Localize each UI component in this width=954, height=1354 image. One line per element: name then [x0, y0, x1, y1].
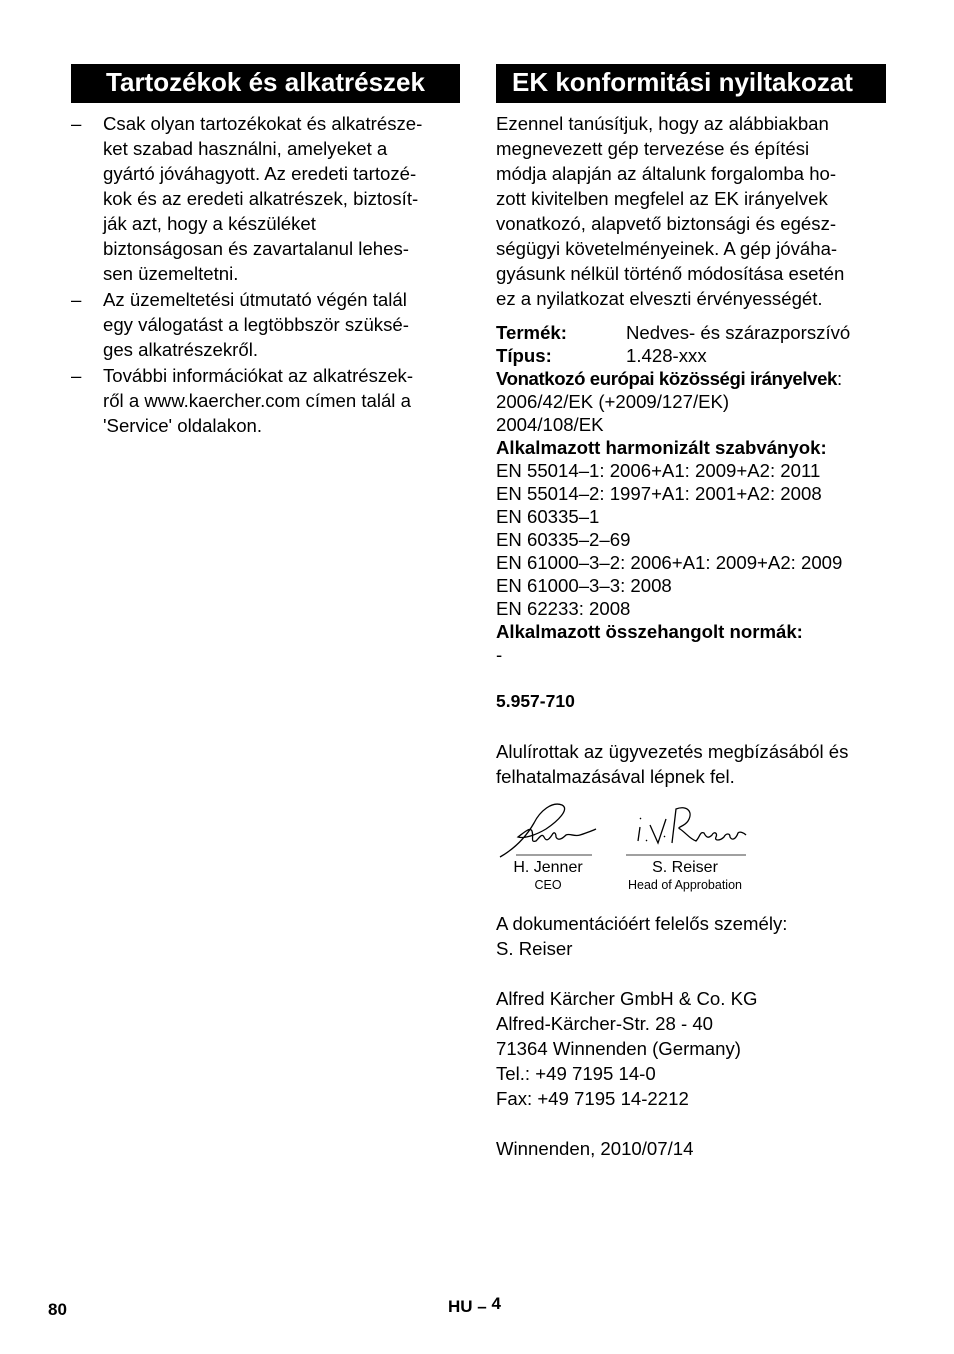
dash-bullet: –	[71, 365, 82, 386]
standard-item: EN 62233: 2008	[496, 598, 631, 619]
directives-heading: Vonatkozó európai közösségi irányelvek:	[496, 368, 843, 389]
conformity-heading: EK konformitási nyiltakozat	[496, 64, 886, 103]
conformity-section	[496, 64, 886, 1161]
list-item: – További információkat az alkatrészek- ről a www.kaercher.com címen talál a 'Service' oldalakon.	[71, 365, 414, 436]
dash-bullet: –	[71, 289, 82, 310]
signatures	[496, 797, 886, 897]
signature-jenner	[496, 797, 600, 893]
norms-heading: Alkalmazott összehangolt normák:	[496, 621, 803, 642]
product-value: Nedves- és szárazporszívó	[626, 322, 851, 343]
accessories-section	[71, 64, 460, 439]
signatory-role: CEO	[534, 878, 562, 892]
responsible-name: S. Reiser	[496, 938, 573, 959]
signatory-name: S. Reiser	[652, 859, 718, 876]
company-address: Alfred Kärcher GmbH & Co. KG Alfred-Kärcher-Str. 28 - 40 71364 Winnenden (Germany) Tel.: +49 7195 14-0 Fax: +49 7195 14-2212	[496, 988, 758, 1109]
handwritten-signature-icon	[620, 797, 750, 859]
responsible-person	[496, 911, 886, 961]
place-date: Winnenden, 2010/07/14	[496, 1138, 694, 1159]
standard-item: EN 55014–1: 2006+A1: 2009+A2: 2011	[496, 460, 821, 481]
standard-item: EN 60335–1	[496, 506, 600, 527]
standards-heading: Alkalmazott harmonizált szabványok:	[496, 437, 827, 458]
type-row	[496, 344, 886, 367]
document-number: 5.957-710	[496, 691, 575, 711]
signatory-name: H. Jenner	[513, 859, 583, 876]
type-label: Típus:	[496, 345, 552, 366]
language-page-label: HU – 4	[448, 1294, 501, 1316]
product-row	[496, 321, 886, 344]
list-item: – Csak olyan tartozékokat és alkatrésze- ket szabad használni, amelyeket a gyártó jóváhagyott. Az eredeti tartozé- kok és az eredeti alkatrészek, biztosít- ják azt, hogy a készüléket biztonságosan és zavartalanul lehes- sen üzemeltetni.	[71, 113, 423, 284]
signatory-role: Head of Approbation	[628, 878, 742, 892]
standard-item: EN 61000–3–2: 2006+A1: 2009+A2: 2009	[496, 552, 843, 573]
signed-intro: Alulírottak az ügyvezetés megbízásából és felhatalmazásával lépnek fel.	[496, 741, 849, 787]
responsible-label: A dokumentációért felelős személy:	[496, 913, 788, 934]
standard-item: EN 55014–2: 1997+A1: 2001+A2: 2008	[496, 483, 822, 504]
signature-reiser	[620, 797, 750, 893]
list-item: – Az üzemeltetési útmutató végén talál egy válogatást a legtöbbször szüksé- ges alkatrészekről.	[71, 289, 409, 360]
accessories-list	[71, 111, 460, 438]
product-spec	[496, 321, 886, 666]
conformity-intro: Ezennel tanúsítjuk, hogy az alábbiakban megnevezett gép tervezése és építési módja alapján az általunk forgalomba ho- zott kivitelben megfelel az EK irányelvek vonatkozó, alapvető biztonsági és egész- ségügyi követelményeinek. A gép jóváha- gyásunk nélkül történő módosítása esetén ez a nyilatkozat elveszti érvényességét.	[496, 113, 845, 309]
directive-item: 2006/42/EK (+2009/127/EK)	[496, 391, 730, 412]
handwritten-signature-icon	[496, 797, 600, 859]
type-value: 1.428-xxx	[626, 345, 707, 366]
page-number: 80	[48, 1300, 67, 1319]
norms-value: -	[496, 644, 503, 665]
dash-bullet: –	[71, 113, 82, 134]
directive-item: 2004/108/EK	[496, 414, 604, 435]
standard-item: EN 61000–3–3: 2008	[496, 575, 672, 596]
accessories-heading: Tartozékok és alkatrészek	[71, 64, 460, 103]
product-label: Termék:	[496, 322, 567, 343]
standard-item: EN 60335–2–69	[496, 529, 631, 550]
